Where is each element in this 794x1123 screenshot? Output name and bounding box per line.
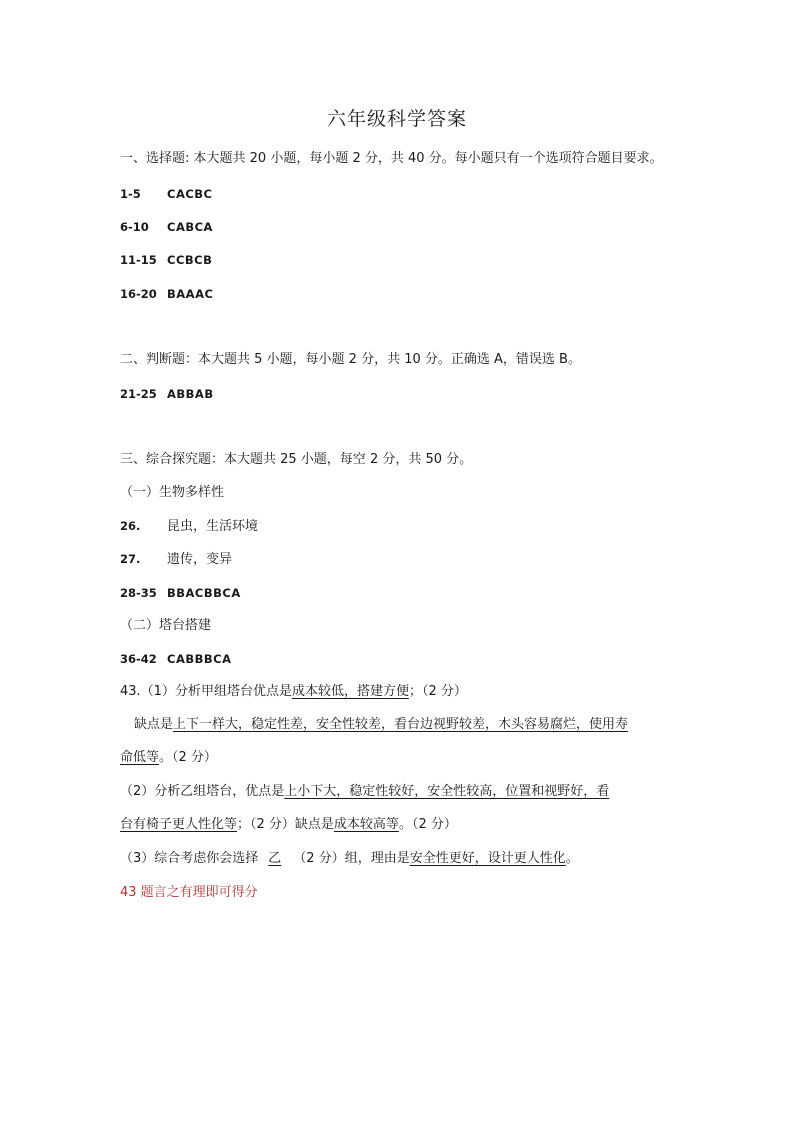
q43-answer: 命低等 [120,750,160,765]
q43-part2 [120,782,609,802]
question-range: 11-15 [120,253,157,267]
answer-text: BBACBBCA [167,586,241,600]
page-title: 六年级科学答案 [326,108,467,130]
answer-text: 遗传，变异 [167,552,233,567]
q43-answer: 成本较低，搭建方便 [291,684,409,699]
answer-row [120,250,212,271]
q43-score: 。（2 分） [159,750,217,765]
q43-answer: 安全性更好，设计更人性化 [409,851,566,866]
question-number: 27. [120,552,141,566]
answer-row [120,649,231,670]
subsection-heading: （二）塔台搭建 [120,618,212,633]
subsection-heading: （一）生物多样性 [120,485,225,500]
answer-text: CACBC [167,187,213,201]
question-range: 21-25 [120,387,157,401]
q43-part1-weakness-cont [120,748,217,768]
q43-part2-cont [120,815,457,835]
q43-blank-answer: 乙 [268,851,282,866]
answer-text: CABCA [167,220,213,234]
question-range: 28-35 [120,586,157,600]
answer-text: ABBAB [167,387,214,401]
q43-part1 [120,682,467,702]
q43-answer: 台有椅子更人性化等 [120,817,238,832]
q43-answer: 上小下大，稳定性较好，安全性较高，位置和视野好，看 [284,784,610,799]
answer-text: CCBCB [167,253,213,267]
answer-text: 昆虫，生活环境 [167,519,259,534]
q43-score: 。（2 分） [398,817,457,832]
question-range: 16-20 [120,287,157,301]
answer-row [120,184,213,205]
question-range: 6-10 [120,220,149,234]
answer-row [120,284,213,305]
q43-label: ；（2 分）缺点是 [237,817,334,832]
grading-note: 43 题言之有理即可得分 [120,885,258,900]
q43-part3 [120,849,579,869]
answer-row [120,217,213,238]
q43-part1-weakness [134,715,628,735]
q43-label: 缺点是 [134,717,174,732]
q43-score: 。 [565,851,579,866]
answer-row [120,516,258,537]
q43-label: 43.（1）分析甲组塔台优点是 [120,684,292,699]
q43-answer: 成本较高等 [333,817,399,832]
q43-label: （2 分）组，理由是 [293,851,410,866]
q43-label: （3）综合考虑你会选择 [120,851,259,866]
section2-heading: 二、判断题：本大题共 5 小题，每小题 2 分，共 10 分。正确选 A，错误选 B。 [120,352,581,367]
answer-row [120,583,241,604]
question-range: 36-42 [120,652,157,666]
section3-heading: 三、综合探究题：本大题共 25 小题，每空 2 分，共 50 分。 [120,452,473,467]
q43-label: （2）分析乙组塔台，优点是 [120,784,285,799]
q43-answer: 上下一样大，稳定性差，安全性较差，看台边视野较差，木头容易腐烂，使用寿 [173,717,629,732]
answer-row [120,384,214,405]
question-number: 26. [120,519,141,533]
q43-score: ；（2 分） [408,684,467,699]
answer-text: CABBBCA [167,652,232,666]
question-range: 1-5 [120,187,141,201]
answer-row [120,549,232,570]
section1-heading: 一、选择题: 本大题共 20 小题，每小题 2 分，共 40 分。每小题只有一个选项符合题目要求。 [120,151,663,166]
answer-text: BAAAC [167,287,214,301]
